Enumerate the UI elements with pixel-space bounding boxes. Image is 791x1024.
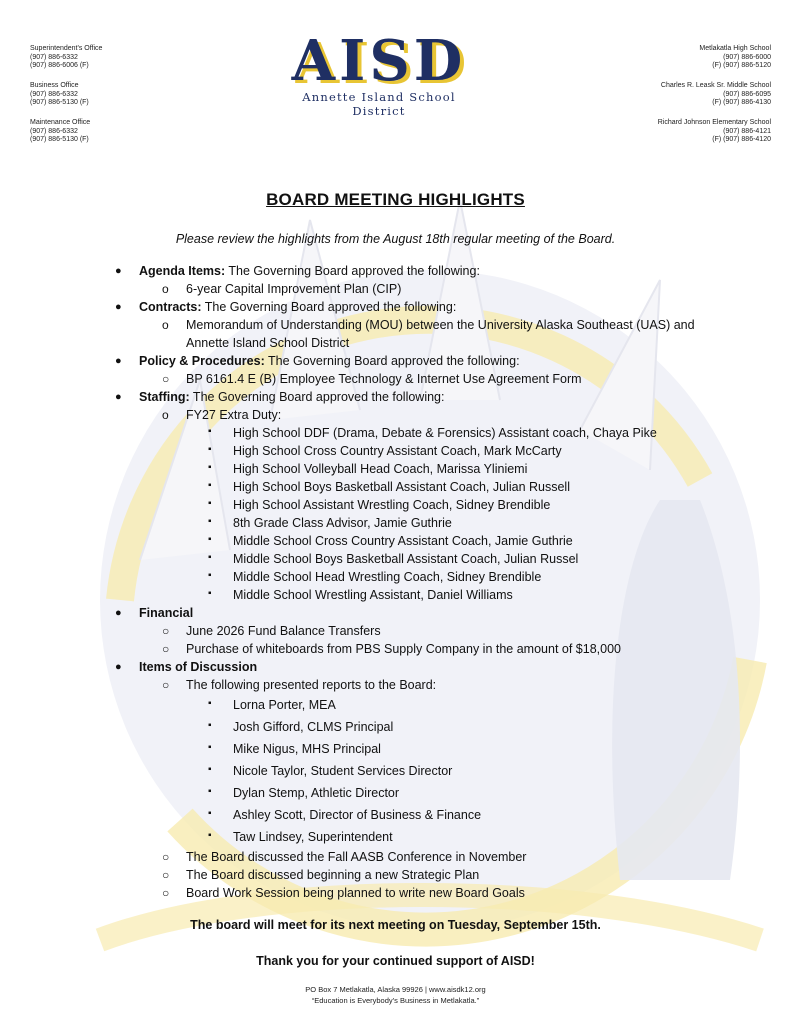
duty-item: ▪ High School DDF (Drama, Debate & Forensics) Assistant coach, Chaya Pike	[208, 426, 657, 440]
header-offices	[30, 45, 102, 156]
aisd-logo	[274, 28, 484, 118]
bullet-icon: ●	[115, 265, 122, 277]
logo-wordmark: AISD	[291, 28, 467, 94]
list-item-agenda: ● Agenda Items: The Governing Board approved the following:	[115, 264, 480, 278]
bullet-icon: ●	[115, 301, 122, 313]
high-school-contact: Metlakatla High School (907) 886-6000 (F) (907) 886-5120	[699, 45, 771, 69]
duty-item: ▪ Middle School Boys Basketball Assistant Coach, Julian Russel	[208, 552, 579, 566]
duty-item: ▪ High School Assistant Wrestling Coach, Sidney Brendible	[208, 498, 551, 512]
report-item: ▪ Taw Lindsey, Superintendent	[208, 830, 393, 844]
list-subitem: o Memorandum of Understanding (MOU) between the University Alaska Southeast (UAS) and Annette Island School District	[162, 318, 695, 350]
bullet-icon: ●	[115, 391, 122, 403]
duty-item: ▪ Middle School Cross Country Assistant Coach, Jamie Guthrie	[208, 534, 573, 548]
footer-address: PO Box 7 Metlakatla, Alaska 99926 | www.aisdk12.org	[305, 985, 486, 994]
report-item: ▪ Josh Gifford, CLMS Principal	[208, 720, 394, 734]
intro-text: Please review the highlights from the August 18th regular meeting of the Board.	[175, 232, 616, 246]
list-subitem: ○ June 2026 Fund Balance Transfers	[162, 624, 381, 638]
superintendent-office: Superintendent's Office (907) 886-6332 (907) 886-6006 (F)	[30, 45, 103, 69]
next-meeting-note: The board will meet for its next meeting on Tuesday, September 15th.	[190, 918, 601, 932]
thanks-note: Thank you for your continued support of AISD!	[256, 954, 535, 968]
list-item-contracts: ● Contracts: The Governing Board approved the following:	[115, 300, 457, 314]
business-office: Business Office (907) 886-6332 (907) 886-5130 (F)	[30, 82, 89, 106]
duty-item: ▪ 8th Grade Class Advisor, Jamie Guthrie	[208, 516, 452, 530]
list-subitem: ○ BP 6161.4 E (B) Employee Technology & Internet Use Agreement Form	[162, 372, 582, 386]
elementary-school-contact: Richard Johnson Elementary School (907) 886-4121 (F) (907) 886-4120	[657, 119, 771, 143]
bullet-icon: ●	[115, 607, 122, 619]
header-schools	[658, 45, 771, 156]
list-item-policy: ● Policy & Procedures: The Governing Board approved the following:	[115, 354, 520, 368]
report-item: ▪ Nicole Taylor, Student Services Director	[208, 764, 453, 778]
report-item: ▪ Mike Nigus, MHS Principal	[208, 742, 381, 756]
footer	[0, 984, 791, 1006]
bullet-icon: ●	[115, 355, 122, 367]
middle-school-contact: Charles R. Leask Sr. Middle School (907) 886-6095 (F) (907) 886-4130	[660, 82, 771, 106]
list-subitem: ○ The Board discussed the Fall AASB Conference in November	[162, 850, 527, 864]
bullet-icon: ●	[115, 661, 122, 673]
report-item: ▪ Lorna Porter, MEA	[208, 698, 336, 712]
duty-item: ▪ High School Volleyball Head Coach, Marissa Yliniemi	[208, 462, 528, 476]
footer-motto: “Education is Everybody’s Business in Metlakatla.”	[311, 996, 480, 1005]
report-item: ▪ Dylan Stemp, Athletic Director	[208, 786, 400, 800]
list-subitem: ○ The Board discussed beginning a new Strategic Plan	[162, 868, 480, 882]
report-item: ▪ Ashley Scott, Director of Business & Finance	[208, 808, 482, 822]
list-item-staffing: ● Staffing: The Governing Board approved the following:	[115, 390, 445, 404]
logo-subtitle: Annette Island School District	[302, 90, 456, 118]
list-subitem: ○ Purchase of whiteboards from PBS Supply Company in the amount of $18,000	[162, 642, 621, 656]
duty-item: ▪ Middle School Head Wrestling Coach, Sidney Brendible	[208, 570, 542, 584]
list-subitem: o FY27 Extra Duty:	[162, 408, 282, 422]
list-item-discussion: ● Items of Discussion	[115, 660, 258, 674]
list-subitem: ○ The following presented reports to the Board:	[162, 678, 437, 692]
list-item-financial: ● Financial	[115, 606, 194, 620]
duty-item: ▪ High School Cross Country Assistant Coach, Mark McCarty	[208, 444, 562, 458]
maintenance-office: Maintenance Office (907) 886-6332 (907) 886-5130 (F)	[30, 119, 91, 143]
duty-item: ▪ Middle School Wrestling Assistant, Daniel Williams	[208, 588, 513, 602]
duty-item: ▪ High School Boys Basketball Assistant Coach, Julian Russell	[208, 480, 570, 494]
highlights-list	[0, 262, 791, 902]
list-subitem: o 6-year Capital Improvement Plan (CIP)	[162, 282, 402, 296]
list-subitem: ○ Board Work Session being planned to write new Board Goals	[162, 886, 525, 900]
page-title: BOARD MEETING HIGHLIGHTS	[266, 190, 525, 209]
